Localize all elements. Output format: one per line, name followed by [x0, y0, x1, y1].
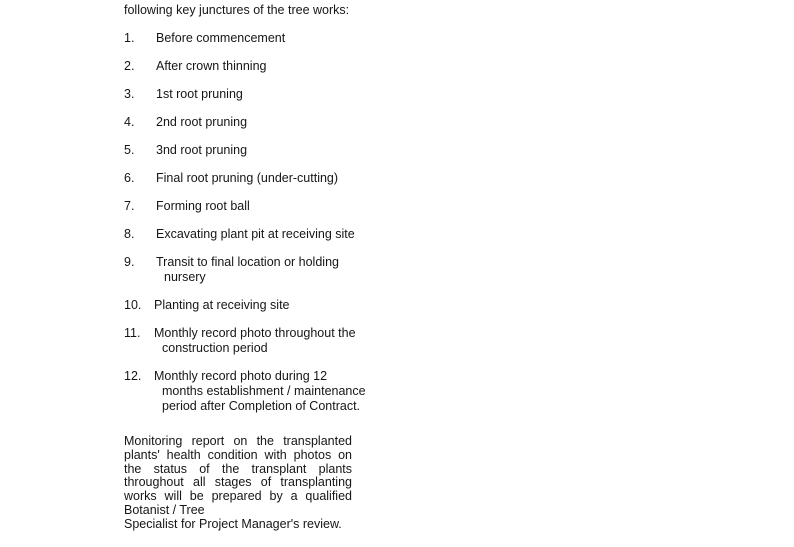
- list-item-text: [154, 369, 374, 414]
- list-item-text: Forming root ball: [156, 199, 250, 213]
- list-item-text: 1st root pruning: [156, 87, 243, 101]
- list-item-text: Final root pruning (under-cutting): [156, 171, 339, 185]
- list-item: [124, 369, 374, 414]
- intro-text: following key junctures of the tree works:: [124, 3, 350, 17]
- list-item-number: 6.: [124, 171, 135, 185]
- list-item-number: 11.: [124, 326, 141, 340]
- closing-paragraph: [124, 435, 352, 532]
- closing-line-1: Monitoring report on the transplanted: [124, 434, 352, 448]
- juncture-list: [124, 31, 374, 414]
- closing-line-2: plants' health condition with photos on the: [124, 447, 352, 476]
- list-item: [124, 59, 374, 74]
- list-item-text-line2: construction period: [162, 341, 268, 355]
- closing-line-5: prepared by a qualified Botanist / Tree: [124, 489, 352, 517]
- list-item-text-line2: months establishment / maintenance: [162, 384, 366, 398]
- closing-line-3: status of the transplant plants throughout: [124, 461, 352, 490]
- list-item-number: 10.: [124, 298, 142, 312]
- list-item-text: 3nd root pruning: [156, 143, 248, 157]
- list-item-number: 5.: [124, 143, 135, 157]
- list-item-number: 8.: [124, 227, 135, 241]
- list-item-text: Excavating plant pit at receiving site: [156, 227, 355, 241]
- list-item-number: 2.: [124, 59, 135, 73]
- list-item: [124, 171, 374, 186]
- list-item-text: Before commencement: [156, 31, 286, 45]
- list-item-text: 2nd root pruning: [156, 115, 248, 129]
- list-item-text-line1: Transit to final location or holding: [156, 255, 339, 269]
- list-item: [124, 298, 374, 313]
- document-body: [124, 0, 374, 532]
- list-item-number: 12.: [124, 369, 142, 383]
- list-item-number: 3.: [124, 87, 135, 101]
- list-item-number: 9.: [124, 255, 135, 269]
- list-item: [124, 87, 374, 102]
- list-item-number: 7.: [124, 199, 135, 213]
- list-item: [124, 326, 374, 356]
- list-item-text-line3: period after Completion of Contract.: [162, 399, 361, 413]
- list-item-text: After crown thinning: [156, 59, 267, 73]
- list-item: [124, 199, 374, 214]
- list-item: [124, 31, 374, 46]
- list-item-text-line2: nursery: [164, 270, 206, 284]
- list-item-text: [154, 326, 374, 356]
- list-item-number: 4.: [124, 115, 135, 129]
- list-item-text-line1: Monthly record photo during 12: [154, 369, 328, 383]
- list-item-number: 1.: [124, 31, 135, 45]
- list-item: [124, 227, 374, 242]
- list-item-text: [156, 255, 374, 285]
- list-item: [124, 255, 374, 285]
- list-item: [124, 143, 374, 158]
- list-item-text-line1: Monthly record photo throughout the: [154, 326, 356, 340]
- list-item: [124, 115, 374, 130]
- closing-line-4: all stages of transplanting works will be: [124, 475, 352, 504]
- list-item-text: Planting at receiving site: [154, 298, 290, 312]
- closing-line-6: Specialist for Project Manager's review.: [124, 516, 342, 531]
